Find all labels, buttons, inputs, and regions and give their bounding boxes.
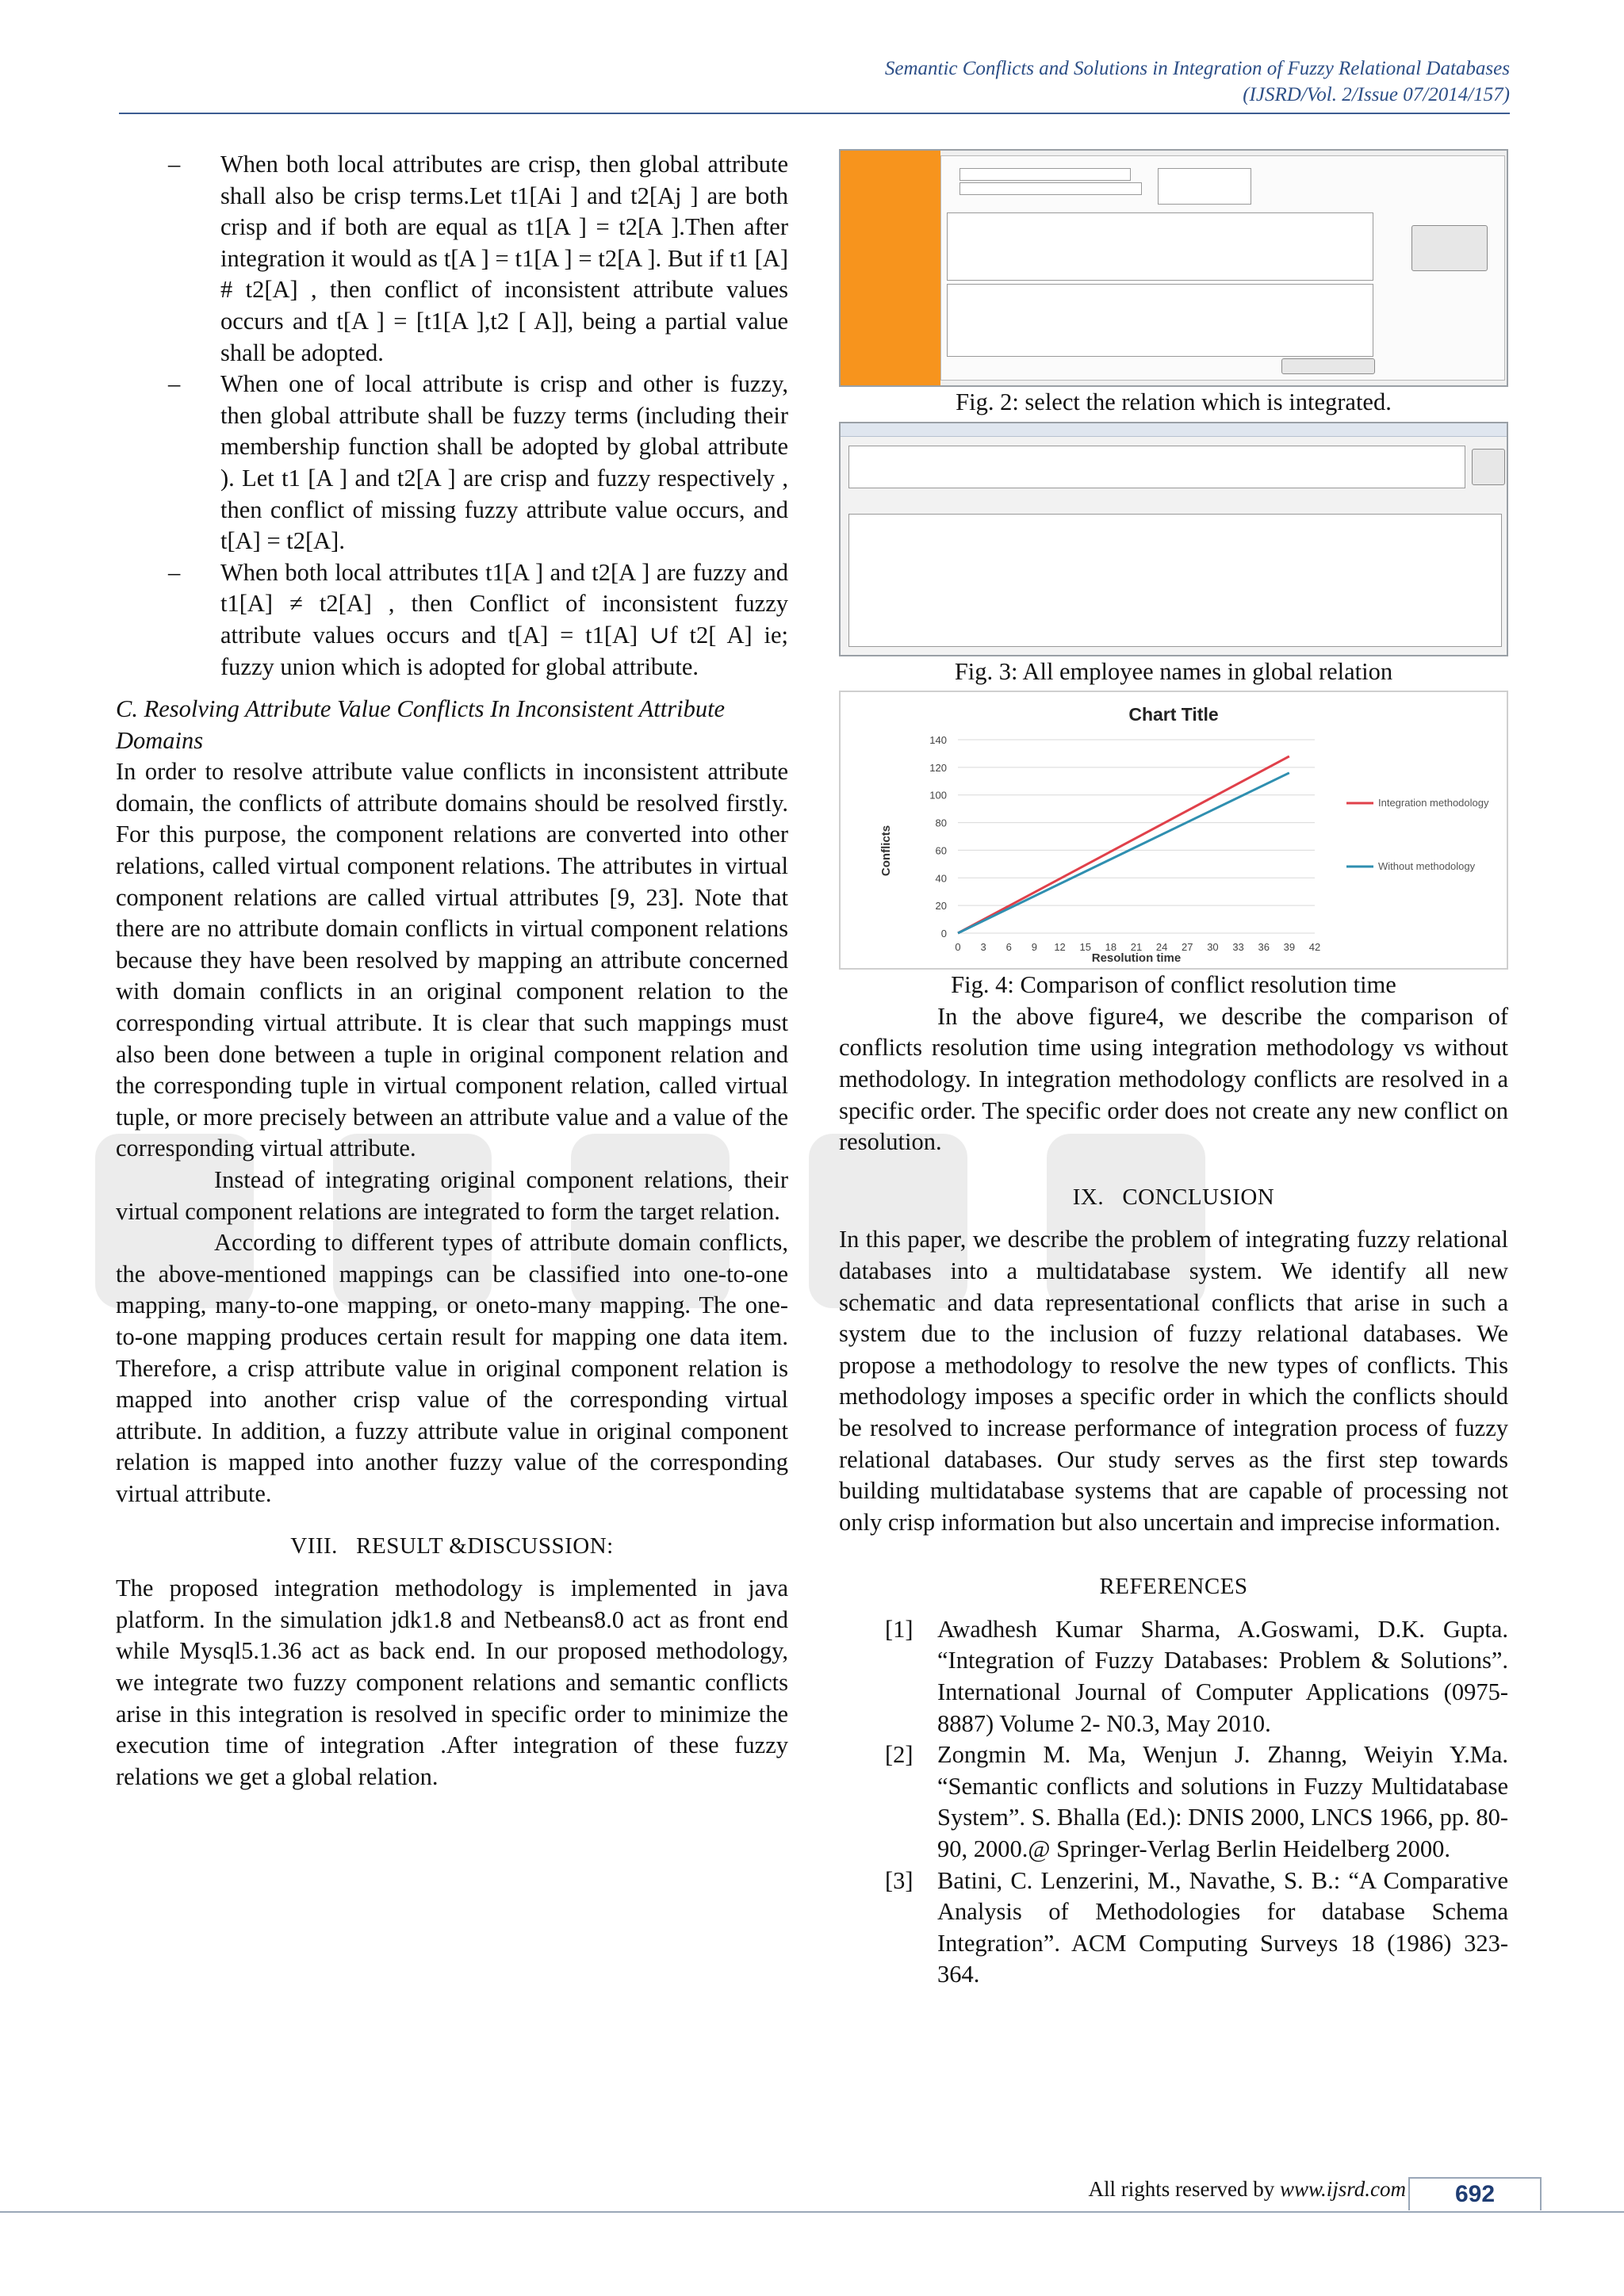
- figure-4-caption: Fig. 4: Comparison of conflict resolution time: [951, 971, 1396, 999]
- list-item: [3] Batini, C. Lenzerini, M., Navathe, S. B.: “A Comparative Analysis of Methodologies for database Schema Integration”. ACM Computing Surveys 18 (1986) 323-364.: [885, 1866, 1508, 1988]
- chart-legend: [1346, 797, 1489, 872]
- x-tick-label: 0: [955, 941, 961, 954]
- y-tick-label: 40: [935, 872, 947, 885]
- list-item: [2] Zongmin M. Ma, Wenjun J. Zhanng, Weiyin Y.Ma. “Semantic conflicts and solutions in Fuzzy Multidatabase System”. S. Bhalla (Ed.): DNIS 2000, LNCS 1966, pp. 80-90, 2000.@ Springer-Verlag Berlin Heidelberg 2000.: [885, 1741, 1508, 1863]
- result-textarea: [947, 284, 1373, 357]
- chart-title: Chart Title: [1128, 704, 1219, 725]
- x-tick-label: 12: [1054, 941, 1066, 954]
- paragraph-implementation: The proposed integration methodology is implemented in java platform. In the simulation jdk1.8 and Netbeans8.0 act as front end while Mysql5.1.36 act as back end. In our proposed methodology, we integrate two fuzzy component relations and semantic conflicts arise in this integration is resolved in specific order to minimize the execution time of integration .After integration of these fuzzy relations we get a global relation.: [116, 1575, 788, 1790]
- paragraph-figure4-description: In the above figure4, we describe the comparison of conflicts resolution time using integration methodology vs without methodology. In integration methodology conflicts are resolved in a specific order. The specific order does not create any new conflict on resolution.: [839, 1002, 1508, 1156]
- footer-rights: All rights reserved by www.ijsrd.com: [1088, 2177, 1406, 2201]
- x-tick-label: 36: [1258, 941, 1270, 954]
- figure-3-screenshot: [839, 422, 1508, 656]
- section-heading-references: REFERENCES: [1099, 1574, 1248, 1600]
- attribute-select: [1158, 168, 1251, 205]
- employee-names-output: [848, 514, 1502, 647]
- query-input: [848, 446, 1465, 488]
- paragraph-integrate-virtual: Instead of integrating original component relations, their virtual component relations are integrated to form the target relation.: [116, 1166, 788, 1225]
- legend-label: Integration methodology: [1378, 797, 1489, 809]
- page-number: 692: [1408, 2177, 1542, 2210]
- submit-button: [1281, 358, 1375, 374]
- subsection-heading-c: C. Resolving Attribute Value Conflicts In Inconsistent Attribute Domains: [116, 695, 726, 754]
- y-tick-label: 60: [935, 844, 947, 857]
- x-tick-label: 24: [1155, 941, 1168, 954]
- rule-crisp-crisp: When both local attributes are crisp, then global attribute shall also be crisp terms.Let t1[Ai ] and t2[Aj ] are both crisp and if both are equal as t1[A ] = t2[A ].Then after integration it would as t[A ] = t1[A ] = t2[A ]. But if t1 [A] # t2[A] , then conflict of inconsistent attribute values occurs and t[A ] = [t1[A ],t2 [ A]], being a partial value shall be adopted.: [220, 151, 788, 366]
- x-tick-label: 30: [1207, 941, 1219, 954]
- y-tick-label: 100: [929, 789, 947, 802]
- list-item: – When one of local attribute is crisp and other is fuzzy, then global attribute shall be fuzzy terms (including their membership function shall be adopted by global attribute ). Let t1 [A ] and t2[A ] are crisp and fuzzy respectively , then conflict of missing fuzzy attribute value occurs, and t[A] = t2[A].: [168, 370, 788, 555]
- header-journal: (IJSRD/Vol. 2/Issue 07/2014/157): [1243, 84, 1510, 105]
- chart-svg: [841, 692, 1507, 968]
- header-title: Semantic Conflicts and Solutions in Integration of Fuzzy Relational Databases: [884, 58, 1510, 79]
- y-tick-label: 20: [935, 900, 947, 913]
- section-heading-conclusion: IX. CONCLUSION: [1072, 1184, 1275, 1210]
- right-column: [839, 149, 1508, 1991]
- query-textarea: [947, 212, 1373, 281]
- y-tick-label: 0: [940, 928, 947, 940]
- figure-4-chart: [839, 691, 1508, 970]
- series-line-integration: [958, 756, 1289, 933]
- figure-3-caption: Fig. 3: All employee names in global relation: [954, 657, 1393, 685]
- running-header: [885, 55, 1510, 108]
- x-tick-label: 42: [1308, 941, 1321, 954]
- x-tick-label: 9: [1031, 941, 1038, 954]
- x-tick-label: 39: [1283, 941, 1296, 954]
- y-axis-label: Conflicts: [879, 825, 893, 877]
- left-column: [116, 149, 788, 1793]
- rule-crisp-fuzzy: When one of local attribute is crisp and other is fuzzy, then global attribute shall be fuzzy terms (including their membership function shall be adopted by global attribute ). Let t1 [A ] and t2[A ] are crisp and fuzzy respectively , then conflict of missing fuzzy attribute value occurs, and t[A] = t2[A].: [220, 370, 788, 555]
- x-tick-label: 15: [1079, 941, 1091, 954]
- rule-fuzzy-fuzzy: When both local attributes t1[A ] and t2[A ] are fuzzy and t1[A] ≠ t2[A] , then Conflict of inconsistent fuzzy attribute values occurs and t[A] = t1[A] ∪f t2[ A] ie; fuzzy union which is adopted for global attribute.: [220, 558, 788, 680]
- load-button: [1411, 225, 1488, 271]
- section-heading-results: VIII. RESULT &DISCUSSION:: [290, 1533, 614, 1559]
- list-item: [1] Awadhesh Kumar Sharma, A.Goswami, D.K. Gupta. “Integration of Fuzzy Databases: Problem & Solutions”. International Journal of Computer Applications (0975- 8887) Volume 2- N0.3, May 2010.: [885, 1615, 1508, 1737]
- series-line-without: [958, 773, 1289, 933]
- paragraph-virtual-relations: In order to resolve attribute value conflicts in inconsistent attribute domain, the conflicts of attribute domains should be resolved firstly. For this purpose, the component relations are converted into other relations, called virtual component relations. The attributes in virtual component relations are called virtual attributes [9, 23]. Note that there are no attribute domain conflicts in virtual component relations because they have been resolved by mapping an attribute concerned with domain conflicts in an original component relation to the corresponding virtual attribute. It is clear that such mappings must also been done between a tuple in original component relation and the corresponding tuple in virtual component relation, called virtual tuple, or more precisely between an attribute value and a value of the corresponding virtual attribute.: [116, 758, 788, 1162]
- footer-rule: [0, 2211, 1624, 2213]
- figure-2-caption: Fig. 2: select the relation which is integrated.: [956, 388, 1392, 415]
- chart-series: [958, 756, 1289, 933]
- list-item: – When both local attributes t1[A ] and t2[A ] are fuzzy and t1[A] ≠ t2[A] , then Conflict of inconsistent fuzzy attribute values occurs and t[A] = t1[A] ∪f t2[ A] ie; fuzzy union which is adopted for global attribute.: [168, 558, 788, 680]
- x-tick-label: 6: [1005, 941, 1012, 954]
- y-tick-label: 140: [929, 734, 947, 747]
- list-item: – When both local attributes are crisp, then global attribute shall also be crisp terms.Let t1[Ai ] and t2[Aj ] are both crisp and if both are equal as t1[A ] = t2[A ].Then after integration it would as t[A ] = t1[A ] = t2[A ]. But if t1 [A] # t2[A] , then conflict of inconsistent attribute values occurs and t[A ] = [t1[A ],t2 [ A]], being a partial value shall be adopted.: [168, 151, 788, 366]
- relation-select-2: [959, 182, 1142, 195]
- x-tick-label: 3: [980, 941, 986, 954]
- x-axis-label: Resolution time: [1091, 951, 1182, 966]
- legend-label: Without methodology: [1378, 860, 1476, 873]
- x-tick-label: 18: [1105, 941, 1117, 954]
- y-tick-label: 120: [929, 762, 947, 775]
- figure-2-screenshot: [839, 149, 1508, 387]
- y-tick-label: 80: [935, 817, 947, 829]
- y-axis-ticks: [929, 734, 947, 939]
- paragraph-conclusion: In this paper, we describe the problem of integrating fuzzy relational databases into a multidatabase system. We identify all new schematic and data representational conflicts that arise in such a system due to the inclusion of fuzzy relational databases. We propose a methodology to resolve the new types of conflicts. This methodology imposes a specific order in which the conflicts should be resolved to increase performance of integration process of fuzzy relational databases. Our study serves as the first step towards building multidatabase systems that are capable of processing not only crisp information but also uncertain and imprecise information.: [839, 1226, 1508, 1536]
- title-bar: [841, 423, 1507, 437]
- x-tick-label: 27: [1182, 941, 1193, 954]
- x-tick-label: 33: [1232, 941, 1244, 954]
- references-list: [839, 1614, 1508, 1991]
- conflict-rules-list: [116, 149, 788, 683]
- paragraph-mappings: According to different types of attribute domain conflicts, the above-mentioned mappings can be classified into one-to-one mapping, many-to-one mapping, or oneto-many mapping. The one-to-one mapping produces certain result for mapping one data item. Therefore, a crisp attribute value in original component relation is mapped into another crisp value of the corresponding virtual attribute. In addition, a fuzzy attribute value in original component relation is mapped into another fuzzy value of the corresponding virtual attribute.: [116, 1229, 788, 1507]
- header-rule: [119, 113, 1510, 114]
- footer-site-link[interactable]: www.ijsrd.com: [1279, 2177, 1406, 2201]
- run-button: [1472, 449, 1505, 485]
- relation-select-1: [959, 168, 1131, 181]
- orange-panel: [841, 151, 940, 385]
- x-tick-label: 21: [1130, 941, 1143, 954]
